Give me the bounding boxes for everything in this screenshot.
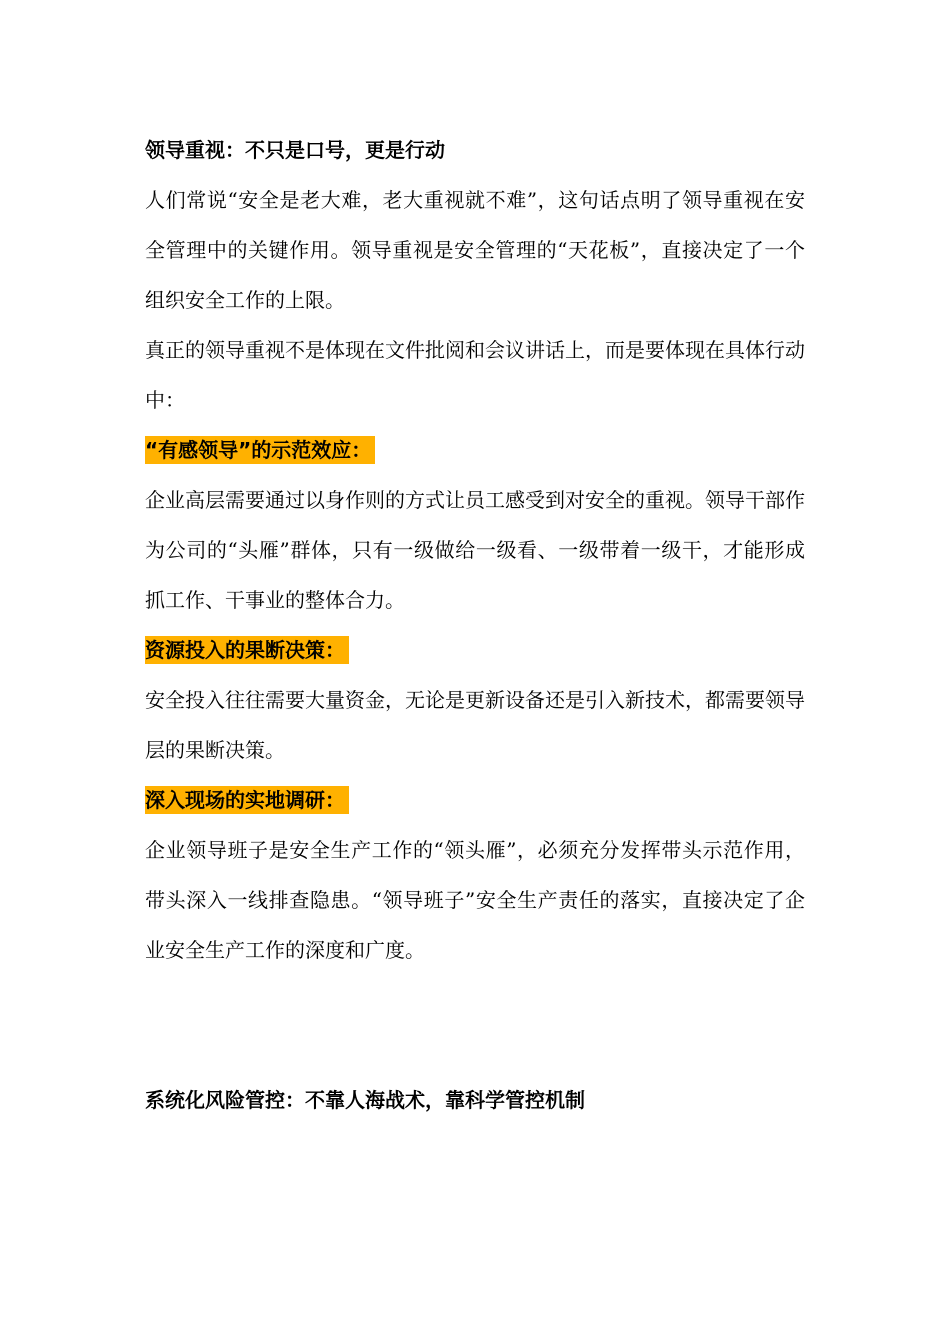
section-heading-leadership: 领导重视：不只是口号，更是行动	[145, 138, 445, 162]
paragraph-resources: 安全投入往往需要大量资金，无论是更新设备还是引入新技术，都需要领导层的果断决策。	[145, 688, 805, 762]
section-spacer	[145, 975, 805, 1075]
highlighted-title: 深入现场的实地调研：	[145, 786, 349, 814]
paragraph-demonstration: 企业高层需要通过以身作则的方式让员工感受到对安全的重视。领导干部作为公司的“头雁”群体，只有一级做给一级看、一级带着一级干，才能形成抓工作、干事业的整体合力。	[145, 488, 805, 612]
paragraph-action: 真正的领导重视不是体现在文件批阅和会议讲话上，而是要体现在具体行动中：	[145, 338, 805, 412]
subheading-field-research	[145, 775, 805, 825]
subheading-resources	[145, 625, 805, 675]
section-heading-risk-control: 系统化风险管控：不靠人海战术，靠科学管控机制	[145, 1088, 585, 1112]
document-body	[145, 125, 805, 1125]
subheading-demonstration	[145, 425, 805, 475]
paragraph-intro: 人们常说“安全是老大难，老大重视就不难”，这句话点明了领导重视在安全管理中的关键作用。领导重视是安全管理的“天花板”，直接决定了一个组织安全工作的上限。	[145, 188, 805, 312]
highlighted-title: “有感领导”的示范效应：	[145, 436, 375, 464]
paragraph-field-research: 企业领导班子是安全生产工作的“领头雁”，必须充分发挥带头示范作用，带头深入一线排查隐患。“领导班子”安全生产责任的落实，直接决定了企业安全生产工作的深度和广度。	[145, 838, 805, 962]
highlighted-title: 资源投入的果断决策：	[145, 636, 349, 664]
